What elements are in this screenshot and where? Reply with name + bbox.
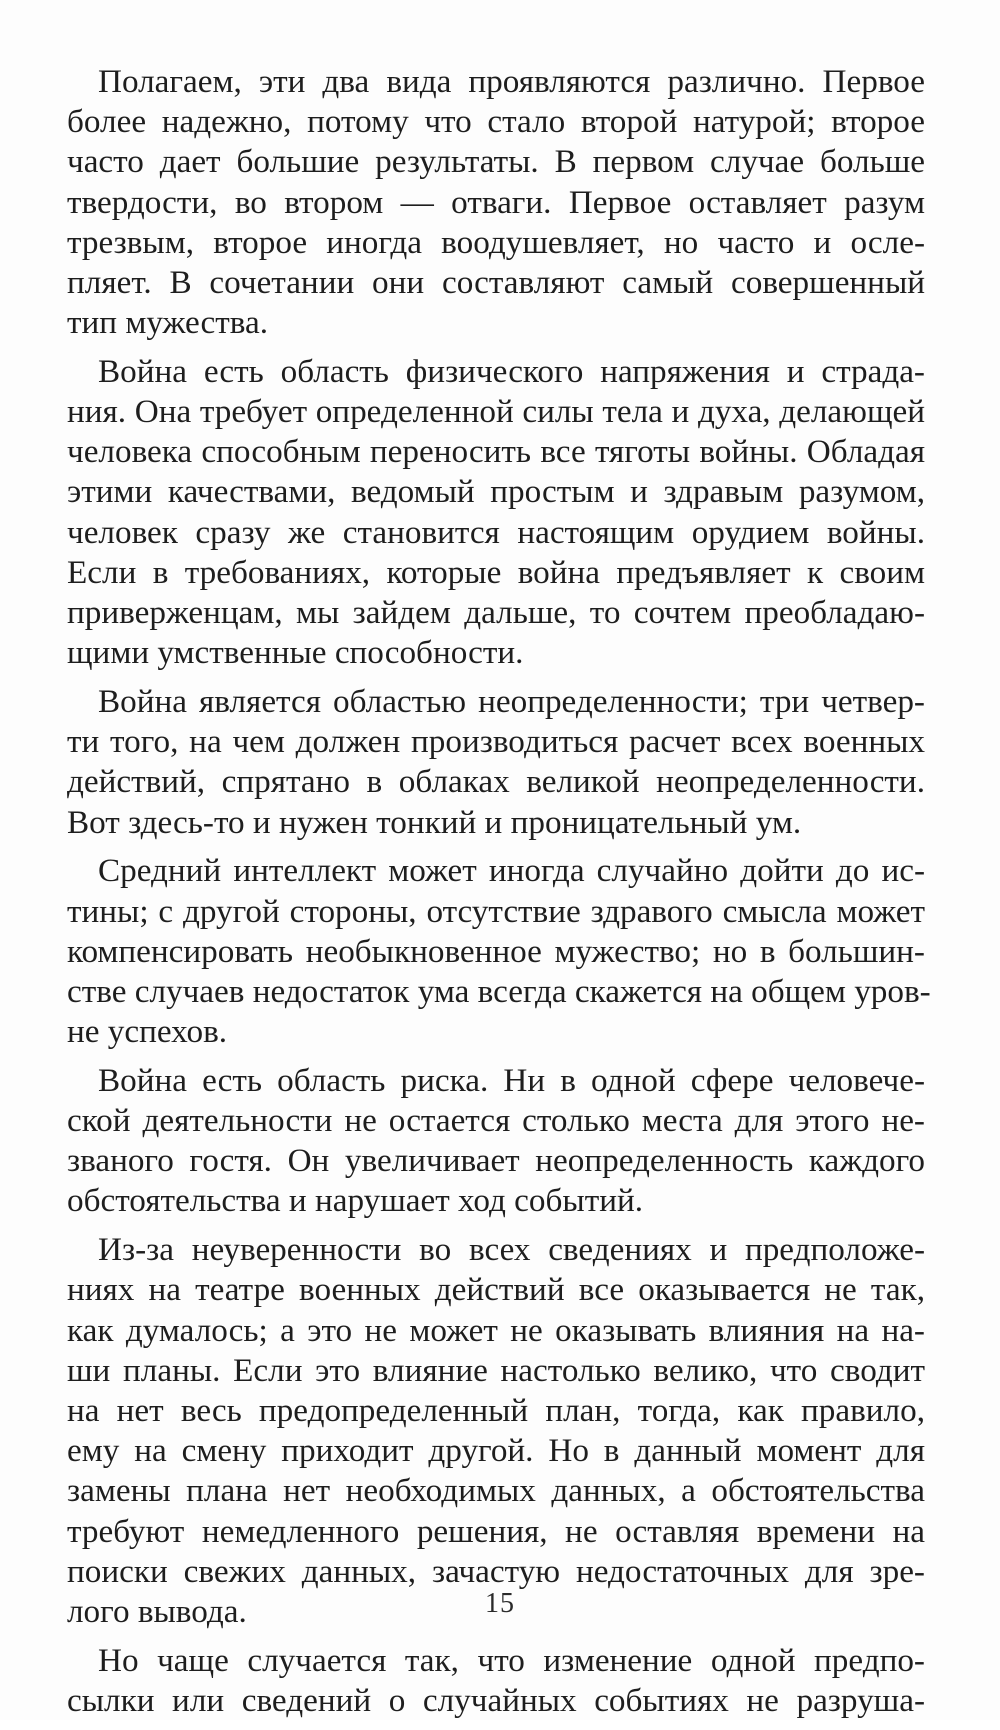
text-line: ти того, на чем должен производиться расчет всех военных: [67, 723, 925, 761]
text-line: Полагаем, эти два вида проявляются различно. Первое: [98, 63, 925, 100]
text-line: человека способным переносить все тяготы войны. Обладая: [67, 433, 925, 471]
text-line: ния. Она требует определенной силы тела и духа, делающей: [67, 393, 925, 431]
text-line: как думалось; а это не может не оказывать влияния на на-: [67, 1311, 925, 1349]
text-line: Война есть область физического напряжения и страда-: [98, 352, 925, 390]
text-line: лого вывода.: [67, 1592, 247, 1630]
text-line: компенсировать необыкновенное мужество; но в большин-: [67, 932, 925, 970]
text-line: Война есть область риска. Ни в одной сфере человече-: [98, 1061, 925, 1099]
text-line: на нет весь предопределенный план, тогда, как правило,: [67, 1391, 925, 1429]
text-line: щими умственные способности.: [67, 634, 524, 672]
paragraph-5: [67, 1061, 925, 1222]
paragraph-7: [67, 1641, 925, 1721]
text-line: трезвым, второе иногда воодушевляет, но часто и осле-: [67, 223, 925, 261]
text-line: тип мужества.: [67, 304, 269, 342]
paragraph-6: [67, 1230, 925, 1632]
paragraph-3: [67, 682, 925, 843]
paragraph-2: [67, 352, 925, 674]
text-line: званого гостя. Он увеличивает неопределенность каждого: [67, 1142, 925, 1180]
text-line: Вот здесь-то и нужен тонкий и проницательный ум.: [67, 803, 802, 841]
text-line: более надежно, потому что стало второй натурой; второе: [67, 103, 925, 141]
text-line: требуют немедленного решения, не оставляя времени на: [67, 1512, 925, 1550]
page-number: 15: [485, 1588, 515, 1619]
text-line: приверженцам, мы зайдем дальше, то сочтем преобладаю-: [67, 594, 925, 632]
text-line: тины; с другой стороны, отсутствие здравого смысла может: [67, 892, 925, 930]
text-line: Средний интеллект может иногда случайно дойти до ис-: [98, 852, 925, 890]
text-line: ши планы. Если это влияние настолько велико, что сводит: [67, 1351, 925, 1389]
text-line: Война является областью неопределенности; три четвер-: [98, 683, 925, 720]
text-line: Если в требованиях, которые война предъявляет к своим: [67, 553, 925, 591]
text-line: действий, спрятано в облаках великой неопределенности.: [67, 763, 925, 801]
text-line: часто дает большие результаты. В первом случае больше: [67, 143, 925, 181]
text-line: не успехов.: [67, 1013, 228, 1051]
paragraph-4: [67, 851, 931, 1052]
text-line: Из-за неуверенности во всех сведениях и предположе-: [98, 1231, 925, 1269]
text-line: Но чаще случается так, что изменение одной предпо-: [98, 1641, 925, 1679]
text-line: ской деятельности не остается столько места для этого не-: [67, 1102, 925, 1140]
text-line: сылки или сведений о случайных событиях не разруша-: [67, 1681, 925, 1719]
text-line: ниях на театре военных действий все оказывается не так,: [67, 1271, 925, 1309]
text-line: замены плана нет необходимых данных, а обстоятельства: [67, 1472, 925, 1510]
text-line: этими качествами, ведомый простым и здравым разумом,: [67, 473, 925, 511]
paragraph-1: [67, 62, 925, 343]
text-line: пляет. В сочетании они составляют самый совершенный: [67, 263, 925, 301]
text-line: стве случаев недостаток ума всегда скажется на общем уров-: [67, 972, 931, 1010]
body-text: [67, 62, 931, 1730]
text-line: обстоятельства и нарушает ход событий.: [67, 1182, 644, 1220]
text-line: поиски свежих данных, зачастую недостаточных для зре-: [67, 1552, 925, 1590]
text-line: человек сразу же становится настоящим орудием войны.: [67, 513, 925, 551]
text-line: твердости, во втором — отваги. Первое оставляет разум: [67, 183, 925, 221]
text-line: ему на смену приходит другой. Но в данный момент для: [67, 1432, 925, 1470]
